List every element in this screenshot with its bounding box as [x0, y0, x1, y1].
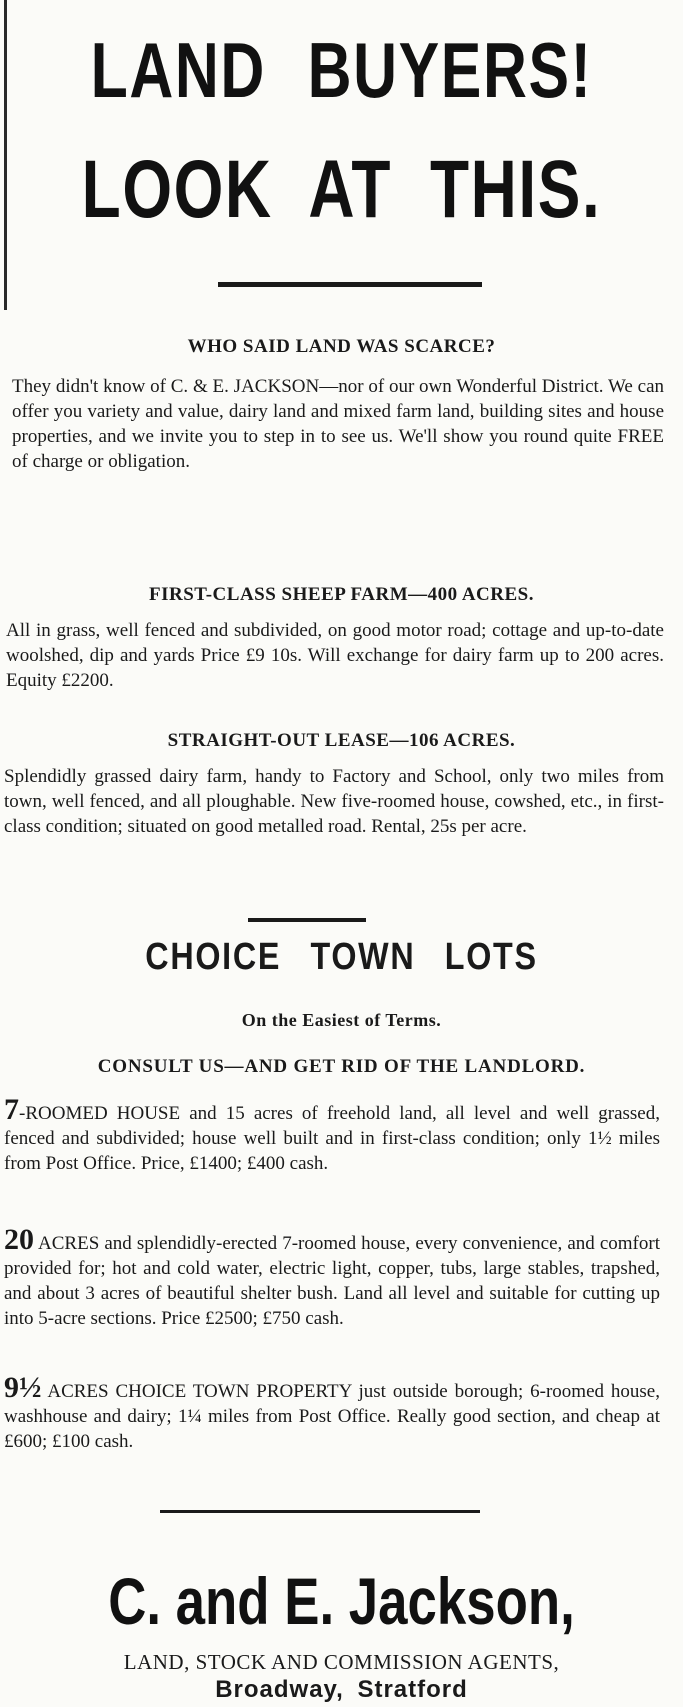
- consult-line: CONSULT US—AND GET RID OF THE LANDLORD.: [97, 1056, 586, 1077]
- town-lots-title: CHOICE TOWN LOTS: [145, 936, 538, 978]
- firm-description: LAND, STOCK AND COMMISSION AGENTS,: [123, 1650, 560, 1674]
- listing-2-number: 20: [4, 1223, 34, 1256]
- firm-name: C. and E. Jackson,: [108, 1564, 575, 1638]
- sheep-farm-body-text: All in grass, well fenced and subdivided, on good motor road; cottage and up-to-date woolshed, dip and yards Price £9 10s. Will exchange for dairy farm up to 200 acres. Equity £2200.: [6, 620, 664, 691]
- sheep-farm-body: [6, 618, 664, 693]
- left-margin-rule: [4, 0, 7, 310]
- listing-3-number: 9½: [4, 1371, 42, 1404]
- listing-2: [4, 1223, 660, 1331]
- town-lots-terms: On the Easiest of Terms.: [241, 1010, 442, 1030]
- divider-rule-middle: [248, 918, 366, 922]
- divider-rule-top: [218, 282, 482, 287]
- listing-1-number: 7: [4, 1093, 19, 1126]
- intro-body: [12, 374, 664, 474]
- divider-rule-bottom: [160, 1510, 480, 1513]
- listing-3-text: ACRES CHOICE TOWN PROPERTY just outside borough; 6-roomed house, washhouse and dairy; 1¼ miles from Post Office. Really good section, and cheap at £600; £100 cash.: [4, 1381, 660, 1452]
- listing-2-text: ACRES and splendidly-erected 7-roomed house, every convenience, and comfort provided for; hot and cold water, electric light, copper, tubs, large stables, trapshed, and about 3 acres of beautiful shelter bush. Land all level and suitable for cutting up into 5-acre sections. Price £2500; £750 cash.: [4, 1233, 660, 1329]
- lease-body-text: Splendidly grassed dairy farm, handy to Factory and School, only two miles from town, well fenced, and all ploughable. New five-roomed house, cowshed, etc., in first-class condition; situated on good metalled road. Rental, 25s per acre.: [4, 766, 664, 837]
- firm-address: Broadway, Stratford: [215, 1676, 468, 1703]
- sheep-farm-heading: FIRST-CLASS SHEEP FARM—400 ACRES.: [149, 584, 534, 605]
- listing-3: [4, 1371, 660, 1454]
- intro-body-text: They didn't know of C. & E. JACKSON—nor of our own Wonderful District. We can offer you variety and value, dairy land and mixed farm land, building sites and house properties, and we invite you to step in to see us. We'll show you round quite FREE of charge or obligation.: [12, 376, 664, 472]
- listing-1-text: -ROOMED HOUSE and 15 acres of freehold land, all level and well grassed, fenced and subdivided; house well built and in first-class condition; only 1½ miles from Post Office. Price, £1400; £400 cash.: [4, 1103, 660, 1174]
- listing-1: [4, 1093, 660, 1176]
- headline-line-2: LOOK AT THIS.: [81, 144, 602, 235]
- lease-body: [4, 764, 664, 839]
- intro-heading: WHO SAID LAND WAS SCARCE?: [187, 336, 496, 357]
- lease-heading: STRAIGHT-OUT LEASE—106 ACRES.: [167, 730, 516, 751]
- headline-line-1: LAND BUYERS!: [90, 26, 593, 114]
